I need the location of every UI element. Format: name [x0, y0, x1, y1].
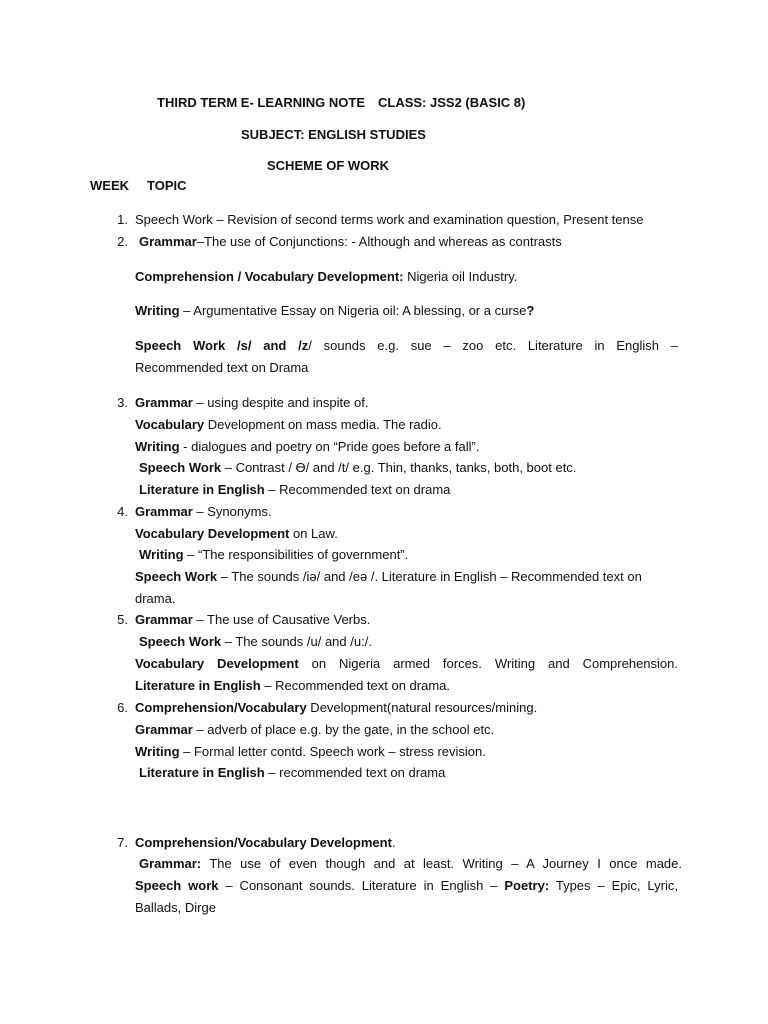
week4-vocabulary: Vocabulary Development on Law.	[135, 526, 338, 541]
class-label: CLASS: JSS2 (BASIC 8)	[378, 95, 526, 110]
week6-writing: Writing – Formal letter contd. Speech work – stress revision.	[135, 744, 486, 759]
week6-comprehension: Comprehension/Vocabulary Development(natural resources/mining.	[135, 700, 538, 715]
week5-grammar: Grammar – The use of Causative Verbs.	[135, 612, 371, 627]
week4-grammar: Grammar – Synonyms.	[135, 504, 272, 519]
week2-comprehension: Comprehension / Vocabulary Development: Nigeria oil Industry.	[135, 269, 518, 284]
week-number: 2.	[117, 234, 128, 249]
week-number: 5.	[117, 612, 128, 627]
week6-literature: Literature in English – recommended text on drama	[139, 765, 446, 780]
week2-speech-work-cont: Recommended text on Drama	[135, 360, 309, 375]
week7-grammar: Grammar: The use of even though and at least. Writing – A Journey I once made.	[139, 856, 682, 871]
week2-grammar: Grammar–The use of Conjunctions: - Although and whereas as contrasts	[139, 234, 562, 249]
week5-literature: Literature in English – Recommended text on drama.	[135, 678, 451, 693]
topic-column-header: TOPIC	[147, 178, 187, 193]
week7-comprehension: Comprehension/Vocabulary Development.	[135, 835, 396, 850]
week1-speech-work: Speech Work – Revision of second terms work and examination question, Present tense	[135, 212, 644, 227]
week3-literature: Literature in English – Recommended text on drama	[139, 482, 451, 497]
week4-speech-work: Speech Work – The sounds /iə/ and /eə /. Literature in English – Recommended text on	[135, 569, 642, 584]
note-title: THIRD TERM E- LEARNING NOTE	[157, 95, 365, 110]
scheme-heading: SCHEME OF WORK	[267, 158, 390, 173]
week-number: 6.	[117, 700, 128, 715]
week5-speech-work: Speech Work – The sounds /u/ and /u:/.	[139, 634, 372, 649]
subject-heading: SUBJECT: ENGLISH STUDIES	[241, 127, 426, 142]
week3-writing: Writing - dialogues and poetry on “Pride goes before a fall”.	[135, 439, 480, 454]
week-column-header: WEEK	[90, 178, 129, 193]
week3-speech-work: Speech Work – Contrast / Ө/ and /t/ e.g. Thin, thanks, tanks, both, boot etc.	[139, 460, 577, 475]
week2-writing: Writing – Argumentative Essay on Nigeria oil: A blessing, or a curse?	[135, 303, 535, 318]
week-number: 4.	[117, 504, 128, 519]
week3-grammar: Grammar – using despite and inspite of.	[135, 395, 369, 410]
week4-writing: Writing – “The responsibilities of government”.	[139, 547, 409, 562]
week-number: 1.	[117, 212, 128, 227]
week7-speech-work-cont: Ballads, Dirge	[135, 900, 216, 915]
week7-speech-work: Speech work – Consonant sounds. Literature in English – Poetry: Types – Epic, Lyric,	[135, 878, 678, 893]
week-number: 7.	[117, 835, 128, 850]
week3-vocabulary: Vocabulary Development on mass media. The radio.	[135, 417, 442, 432]
week2-speech-work: Speech Work /s/ and /z/ sounds e.g. sue – zoo etc. Literature in English –	[135, 338, 679, 353]
week4-speech-work-cont: drama.	[135, 591, 176, 606]
week-number: 3.	[117, 395, 128, 410]
week6-grammar: Grammar – adverb of place e.g. by the gate, in the school etc.	[135, 722, 495, 737]
week5-vocabulary: Vocabulary Development on Nigeria armed forces. Writing and Comprehension.	[135, 656, 678, 671]
